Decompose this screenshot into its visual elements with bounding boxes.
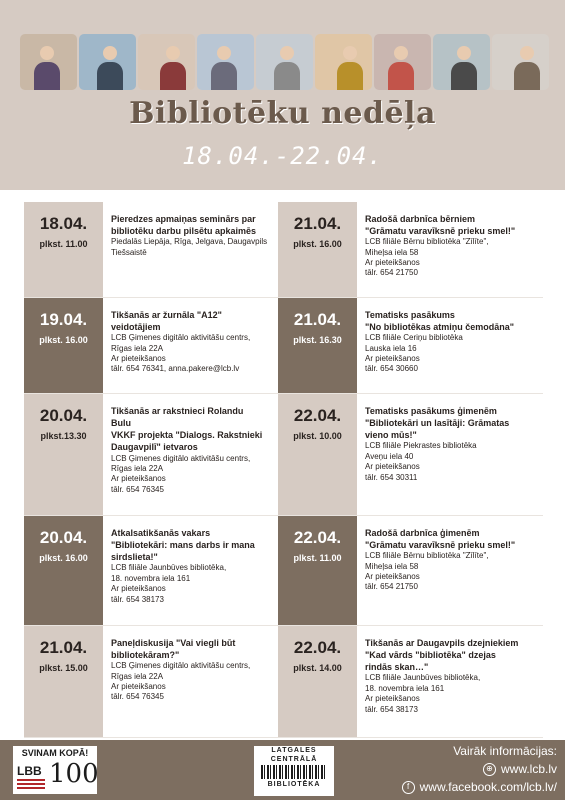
event-title-line: Tikšanās ar Daugavpils dzejniekiem (365, 638, 519, 648)
event-title-line: Radošā darbnīca ģimenēm (365, 528, 480, 538)
event-detail-line: Rīgas iela 22A (111, 343, 164, 353)
event-detail-line: tālr. 654 21750 (365, 582, 418, 592)
lbb-stripes (17, 779, 45, 789)
event-title-line: "Grāmatu varavīksnē prieku smel!" (365, 226, 516, 237)
website-link[interactable] (483, 762, 557, 776)
event-subtitle-line: Daugavpilī" ietvaros (111, 442, 198, 453)
event-info (357, 202, 523, 297)
header-photo (492, 34, 549, 90)
event-title-line: "Grāmatu varavīksnē prieku smel!" (365, 540, 516, 551)
event-title-line: Tikšanās ar rakstnieci Rolandu (111, 406, 244, 416)
event-info (357, 394, 517, 515)
facebook-link[interactable] (402, 780, 557, 794)
lcb-logo-line1: LATGALES (271, 747, 317, 754)
header-photo (197, 34, 254, 90)
photo-person-figure (160, 62, 186, 90)
event-info (357, 626, 526, 737)
event-schedule (0, 190, 565, 740)
event-detail-line: Ar pieteikšanos (365, 258, 420, 268)
event-row (24, 516, 289, 626)
event-title-line: Paneļdiskusija "Vai viegli būt (111, 638, 236, 648)
event-date-box (24, 626, 103, 737)
event-date-box (24, 516, 103, 625)
event-detail-line: Piedalās Liepāja, Rīga, Jelgava, Daugavpils (111, 237, 268, 247)
event-date: 19.04. (39, 310, 88, 329)
event-row (278, 516, 543, 626)
lcb-logo (254, 746, 334, 796)
event-detail-line: Ar pieteikšanos (365, 462, 420, 472)
event-detail-line: Miheļsa iela 58 (365, 561, 419, 571)
event-title-line: "No bibliotēkas atmiņu čemodāna" (365, 322, 515, 333)
event-detail-line: 18. novembra iela 161 (111, 573, 191, 583)
event-date-box (278, 516, 357, 625)
event-detail-line: Tiešsaistē (111, 247, 147, 257)
event-detail-line: Aveņu iela 40 (365, 451, 414, 461)
event-detail-line: Ar pieteikšanos (365, 694, 420, 704)
photo-person-head (217, 46, 231, 60)
event-detail-line: Ar pieteikšanos (111, 584, 166, 594)
event-date: 18.04. (39, 214, 88, 233)
footer (0, 740, 565, 800)
more-info-label: Vairāk informācijas: (453, 744, 557, 758)
event-date-box (24, 394, 103, 515)
event-time: plkst. 11.00 (39, 239, 88, 249)
event-title-line: Radošā darbnīca bērniem (365, 214, 476, 224)
event-time: plkst.13.30 (40, 431, 87, 441)
event-date: 20.04. (39, 406, 88, 425)
event-title-line: vieno mūs!" (365, 430, 417, 441)
event-date-box (24, 298, 103, 393)
event-date-box (278, 394, 357, 515)
event-detail-line: LCB Ģimenes digitālo aktivitāšu centrs, (111, 333, 251, 343)
event-time: plkst. 11.00 (293, 553, 342, 563)
header-photo (20, 34, 77, 90)
lbb-letters: LBB (17, 764, 42, 778)
event-date-box (278, 626, 357, 737)
header-photo (433, 34, 490, 90)
event-title-line: Tematisks pasākums (365, 310, 455, 320)
photo-person-head (394, 46, 408, 60)
event-title-line: Pieredzes apmaiņas seminārs par (111, 214, 256, 224)
lbb-slogan: SVINAM KOPĀ! (21, 748, 89, 758)
event-detail-line: LCB Ģimenes digitālo aktivitāšu centrs, (111, 661, 251, 671)
photo-person-head (166, 46, 180, 60)
photo-person-figure (34, 62, 60, 90)
event-detail-line: LCB filiāle Bērnu bibliotēka "Zīlīte", (365, 237, 489, 247)
event-time: plkst. 14.00 (293, 663, 342, 673)
event-row (278, 202, 543, 298)
event-detail-line: Lauska iela 16 (365, 343, 417, 353)
event-detail-line: tālr. 654 76345 (111, 692, 164, 702)
event-detail-line: Ar pieteikšanos (111, 682, 166, 692)
lcb-logo-line2: CENTRĀLĀ (270, 756, 318, 763)
event-date: 22.04. (293, 528, 342, 547)
photo-person-head (103, 46, 117, 60)
event-detail-line: Ar pieteikšanos (365, 572, 420, 582)
event-date: 20.04. (39, 528, 88, 547)
lbb-100-logo (13, 746, 97, 794)
header-photo (138, 34, 195, 90)
event-title-line: bibliotekāram?" (111, 650, 180, 661)
photo-person-figure (97, 62, 123, 90)
event-row (24, 298, 289, 394)
event-time: plkst. 10.00 (293, 431, 342, 441)
event-date-box (24, 202, 103, 297)
lbb-number: 100 (49, 759, 99, 789)
event-info (357, 298, 522, 393)
event-row (24, 202, 289, 298)
lcb-logo-line3: BIBLIOTĒKA (267, 781, 321, 788)
facebook-icon: f (402, 781, 415, 794)
event-row (24, 626, 289, 738)
photo-person-figure (337, 62, 363, 90)
event-time: plkst. 16.30 (293, 335, 342, 345)
event-title-line: sirdslieta!" (111, 552, 158, 563)
event-detail-line: Ar pieteikšanos (365, 354, 420, 364)
event-detail-line: tālr. 654 76345 (111, 484, 164, 494)
photo-strip (20, 34, 550, 90)
event-time: plkst. 16.00 (39, 553, 88, 563)
photo-person-head (343, 46, 357, 60)
event-detail-line: LCB Ģimenes digitālo aktivitāšu centrs, (111, 453, 251, 463)
event-info (103, 202, 275, 297)
event-title-line: "Bibliotekāri un lasītāji: Grāmatas (365, 418, 510, 429)
event-title-line: Tematisks pasākums ģimenēm (365, 406, 497, 416)
header-photo (256, 34, 313, 90)
event-row (24, 394, 289, 516)
event-detail-line: tālr. 654 38173 (111, 594, 164, 604)
event-title-line: "Bibliotekāri: mans darbs ir mana (111, 540, 255, 551)
event-title-line: veidotājiem (111, 322, 161, 333)
event-detail-line: Rīgas iela 22A (111, 463, 164, 473)
photo-person-figure (451, 62, 477, 90)
event-date-box (278, 202, 357, 297)
facebook-url[interactable]: www.facebook.com/lcb.lv/ (419, 780, 557, 794)
event-detail-line: tālr. 654 30660 (365, 364, 418, 374)
event-subtitle-line: VKKF projekta "Dialogs. Rakstnieki (111, 430, 263, 441)
event-detail-line: tālr. 654 38173 (365, 704, 418, 714)
header-photo (315, 34, 372, 90)
lcb-barcode-icon (261, 765, 327, 779)
event-detail-line: Ar pieteikšanos (111, 354, 166, 364)
header-photo (79, 34, 136, 90)
event-time: plkst. 16.00 (293, 239, 342, 249)
event-date-box (278, 298, 357, 393)
photo-person-figure (274, 62, 300, 90)
event-info (103, 298, 258, 393)
event-date: 21.04. (39, 638, 88, 657)
event-date: 21.04. (293, 214, 342, 233)
event-info (103, 626, 258, 737)
header-photo (374, 34, 431, 90)
event-detail-line: LCB filiāle Jaunbūves bibliotēka, (365, 673, 481, 683)
website-url[interactable]: www.lcb.lv (500, 762, 557, 776)
poster-title: Bibliotēku nedēļa (129, 96, 436, 131)
event-detail-line: LCB filiāle Ceriņu bibliotēka (365, 333, 463, 343)
event-title-line: bibliotēku darbu pilsētu apkaimēs (111, 226, 257, 237)
event-detail-line: tālr. 654 21750 (365, 268, 418, 278)
event-title-line: "Kad vārds "bibliotēka" dzejas (365, 650, 496, 661)
event-detail-line: tālr. 654 30311 (365, 472, 418, 482)
event-title-line: Atkalsatikšanās vakars (111, 528, 211, 538)
globe-icon: ⊕ (483, 763, 496, 776)
photo-person-head (40, 46, 54, 60)
event-date: 22.04. (293, 406, 342, 425)
event-time: plkst. 16.00 (39, 335, 88, 345)
photo-person-figure (388, 62, 414, 90)
event-info (103, 516, 263, 625)
event-detail-line: LCB filiāle Bērnu bibliotēka "Zīlīte", (365, 551, 489, 561)
event-date: 21.04. (293, 310, 342, 329)
event-title-line: Bulu (111, 418, 131, 429)
event-detail-line: LCB filiāle Jaunbūves bibliotēka, (111, 563, 227, 573)
event-detail-line: Rīgas iela 22A (111, 671, 164, 681)
event-title-line: rindās skan…" (365, 662, 429, 673)
photo-person-figure (211, 62, 237, 90)
event-row (278, 298, 543, 394)
event-time: plkst. 15.00 (39, 663, 88, 673)
event-info (103, 394, 270, 515)
photo-person-head (520, 46, 534, 60)
event-detail-line: LCB filiāle Piekrastes bibliotēka (365, 441, 477, 451)
event-date: 22.04. (293, 638, 342, 657)
event-detail-line: 18. novembra iela 161 (365, 683, 445, 693)
header (0, 0, 565, 190)
photo-person-figure (514, 62, 540, 90)
event-detail-line: Ar pieteikšanos (111, 474, 166, 484)
photo-person-head (280, 46, 294, 60)
event-title-line: Tikšanās ar žurnāla "A12" (111, 310, 222, 320)
event-info (357, 516, 523, 625)
poster-dates: 18.04.-22.04. (182, 142, 383, 170)
event-detail-line: tālr. 654 76341, anna.pakere@lcb.lv (111, 364, 240, 374)
event-detail-line: Miheļsa iela 58 (365, 247, 419, 257)
event-row (278, 394, 543, 516)
event-row (278, 626, 543, 738)
photo-person-head (457, 46, 471, 60)
